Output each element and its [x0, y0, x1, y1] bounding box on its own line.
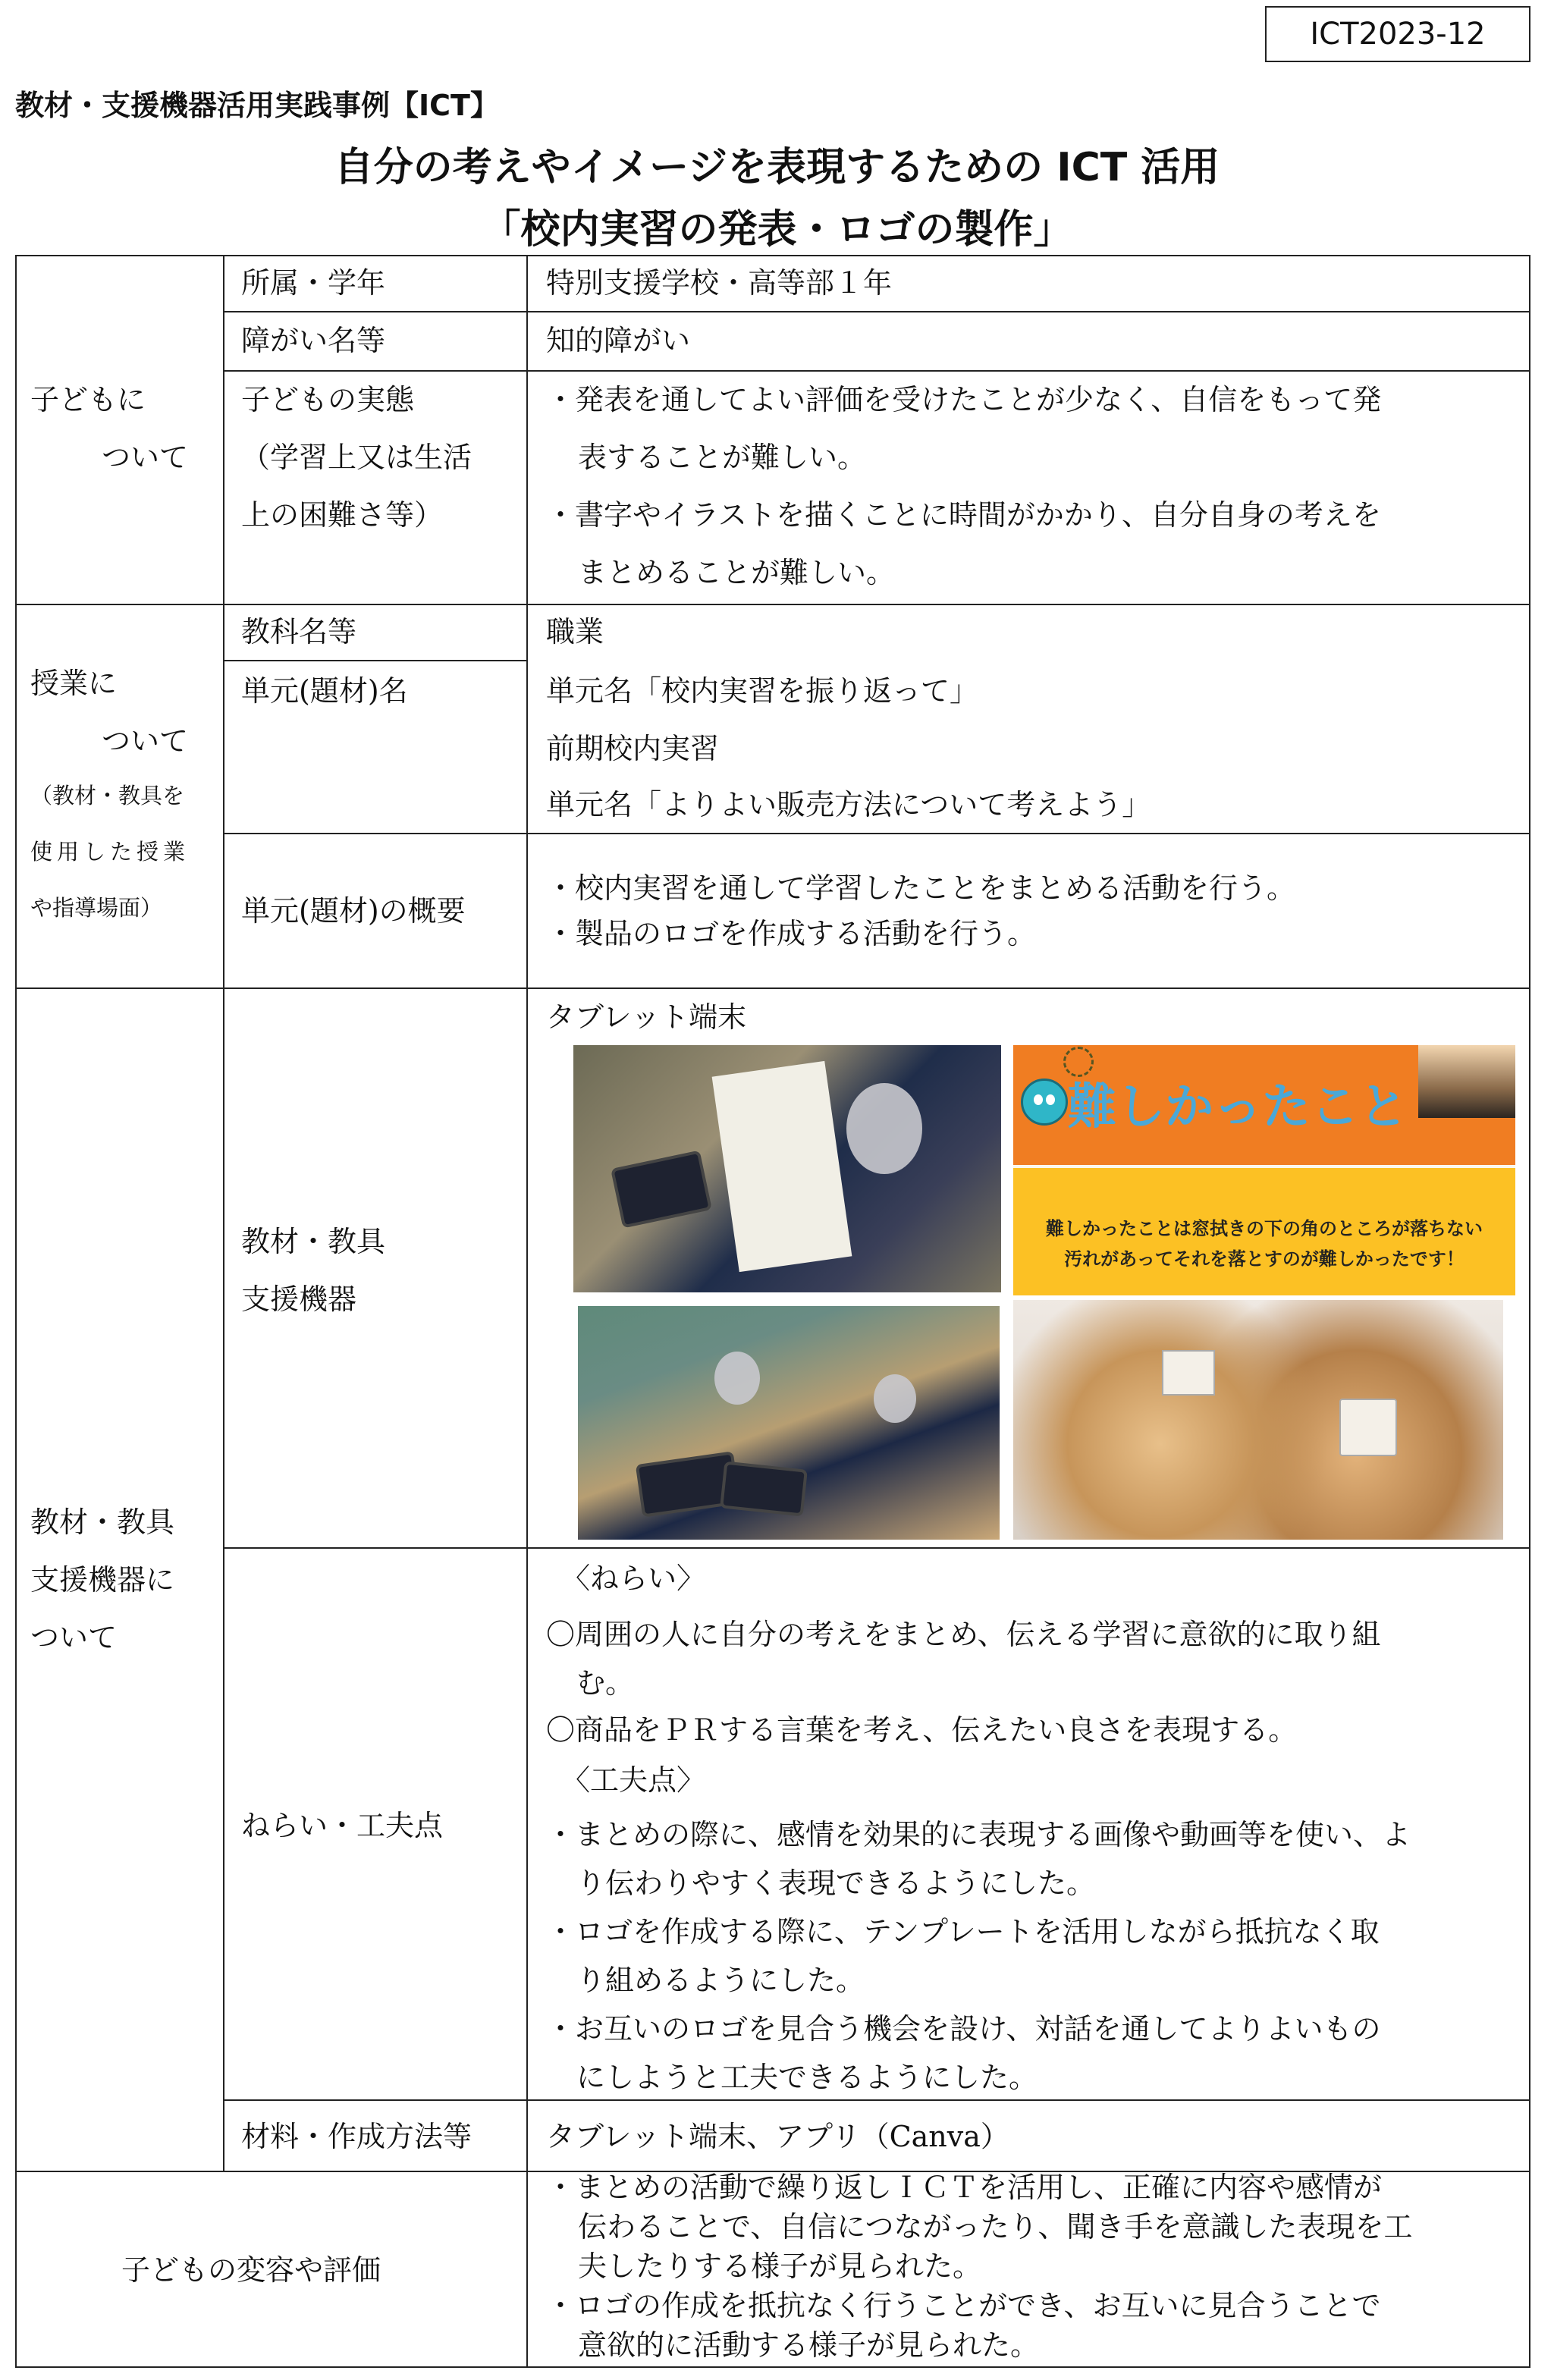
method-label: 材料・作成方法等 — [241, 2120, 472, 2153]
row-divider — [223, 1547, 1530, 1549]
section-divider — [15, 987, 1530, 989]
column-divider — [526, 255, 528, 2368]
method-value: タブレット端末、アプリ（Canva） — [546, 2120, 1009, 2153]
document-title-line2: 「校内実習の発表・ロゴの製作」 — [481, 207, 1073, 253]
idea-2b: り組めるようにした。 — [576, 1964, 865, 1997]
section-label-class-2: ついて — [102, 724, 189, 758]
unit-label: 単元(題材)名 — [241, 674, 408, 708]
aim-heading: 〈ねらい〉 — [561, 1562, 706, 1595]
state-label-2: （学習上又は生活 — [241, 441, 472, 474]
eval-1b: 伝わることで、自信につながったり、聞き手を意識した表現を工 — [578, 2210, 1413, 2243]
tablet-device — [611, 1150, 712, 1228]
aim-1b: む。 — [576, 1666, 635, 1700]
state-value-2a: ・書字やイラストを描くことに時間がかかり、自分自身の考えを — [546, 498, 1381, 532]
unit-value-3: 単元名「よりよい販売方法について考えよう」 — [546, 788, 1151, 821]
idea-2a: ・ロゴを作成する際に、テンプレートを活用しながら抵抗なく取 — [546, 1915, 1380, 1948]
eval-2b: 意欲的に活動する様子が見られた。 — [578, 2328, 1040, 2362]
section-label-child-2: ついて — [102, 441, 189, 474]
section-label-eval: 子どもの変容や評価 — [121, 2253, 381, 2287]
equipment-label-1: 教材・教具 — [241, 1225, 386, 1258]
section-label-materials-2: 支援機器に — [30, 1563, 175, 1597]
unit-value-1: 単元名「校内実習を振り返って」 — [546, 674, 979, 708]
subject-value: 職業 — [546, 615, 604, 648]
table-border-bottom — [15, 2366, 1530, 2368]
idea-1b: り伝わりやすく表現できるようにした。 — [576, 1867, 1096, 1900]
blurred-face — [714, 1352, 760, 1405]
affiliation-value: 特別支援学校・高等部１年 — [546, 266, 893, 300]
unit-value-2: 前期校内実習 — [546, 732, 720, 765]
section-label-materials-3: ついて — [30, 1621, 118, 1654]
slide-caption-line1: 難しかったことは窓拭きの下の角のところが落ちない — [1046, 1218, 1483, 1239]
blurred-face — [874, 1374, 916, 1423]
subject-label: 教科名等 — [241, 615, 357, 648]
sad-person-image — [1418, 1045, 1515, 1118]
aims-label: ねらい・工夫点 — [241, 1809, 444, 1842]
state-label-1: 子どもの実態 — [241, 383, 415, 416]
row-divider — [223, 833, 1530, 834]
section-note-1: （教材・教具を — [30, 783, 185, 809]
tablet-device — [720, 1461, 808, 1516]
column-divider — [223, 255, 224, 2172]
table-border-right — [1529, 255, 1530, 2368]
section-label-class: 授業に — [30, 667, 118, 700]
idea-3a: ・お互いのロゴを見合う機会を設け、対話を通してよりよいもの — [546, 2012, 1381, 2046]
slide-caption — [1013, 1214, 1515, 1274]
section-note-3: や指導場面） — [30, 895, 163, 921]
equipment-value: タブレット端末 — [546, 1000, 747, 1034]
state-label-3: 上の困難さ等） — [241, 498, 444, 532]
shocked-face-icon — [1021, 1079, 1068, 1126]
blurred-face — [846, 1083, 922, 1174]
logo-sticker — [1162, 1350, 1215, 1396]
ideas-heading: 〈工夫点〉 — [561, 1763, 706, 1797]
section-label-child: 子どもに — [30, 383, 146, 416]
disability-value: 知的障がい — [546, 324, 691, 357]
document-title-line1: 自分の考えやイメージを表現するための ICT 活用 — [334, 145, 1220, 190]
presentation-slide — [1013, 1045, 1515, 1295]
slide-caption-line2: 汚れがあってそれを落とすのが難しかったです！ — [1064, 1248, 1465, 1270]
section-label-materials-1: 教材・教具 — [30, 1506, 175, 1539]
worksheet-paper — [712, 1061, 852, 1272]
idea-1a: ・まとめの際に、感情を効果的に表現する画像や動画等を使い、よ — [546, 1818, 1411, 1851]
photo-group-with-tablets — [578, 1306, 1000, 1540]
state-value-1a: ・発表を通してよい評価を受けたことが少なく、自信をもって発 — [546, 383, 1382, 416]
equipment-label-2: 支援機器 — [241, 1283, 357, 1316]
disability-label: 障がい名等 — [241, 324, 386, 357]
state-value-2b: まとめることが難しい。 — [578, 556, 896, 589]
eval-1a: ・まとめの活動で繰り返しＩＣＴを活用し、正確に内容や感情が — [546, 2171, 1383, 2204]
overview-value-1: ・校内実習を通して学習したことをまとめる活動を行う。 — [546, 871, 1296, 905]
eval-2a: ・ロゴの作成を抵抗なく行うことができ、お互いに見合うことで — [546, 2289, 1381, 2322]
logo-sticker — [1339, 1399, 1397, 1456]
photo-onion-bags-with-logo — [1013, 1300, 1503, 1540]
aim-2: 〇商品をＰＲする言葉を考え、伝えたい良さを表現する。 — [546, 1713, 1298, 1747]
row-divider — [223, 311, 1530, 312]
slide-heading: 難しかったこと — [1068, 1079, 1408, 1135]
idea-3b: にしようと工夫できるようにした。 — [576, 2061, 1038, 2094]
aim-1a: 〇周囲の人に自分の考えをまとめ、伝える学習に意欲的に取り組 — [546, 1618, 1381, 1651]
document-category: 教材・支援機器活用実践事例【ICT】 — [15, 89, 499, 122]
section-note-2: 使用した授業 — [30, 839, 190, 865]
eval-1c: 夫したりする様子が見られた。 — [578, 2250, 982, 2283]
overview-label: 単元(題材)の概要 — [241, 894, 466, 928]
photo-student-reading-sheet — [573, 1045, 1001, 1292]
state-value-1b: 表することが難しい。 — [578, 441, 867, 474]
table-border-left — [15, 255, 17, 2368]
affiliation-label: 所属・学年 — [241, 266, 386, 300]
overview-value-2: ・製品のロゴを作成する活動を行う。 — [546, 917, 1037, 950]
row-divider — [223, 660, 526, 661]
page-id-box: ICT2023-12 — [1265, 6, 1530, 62]
